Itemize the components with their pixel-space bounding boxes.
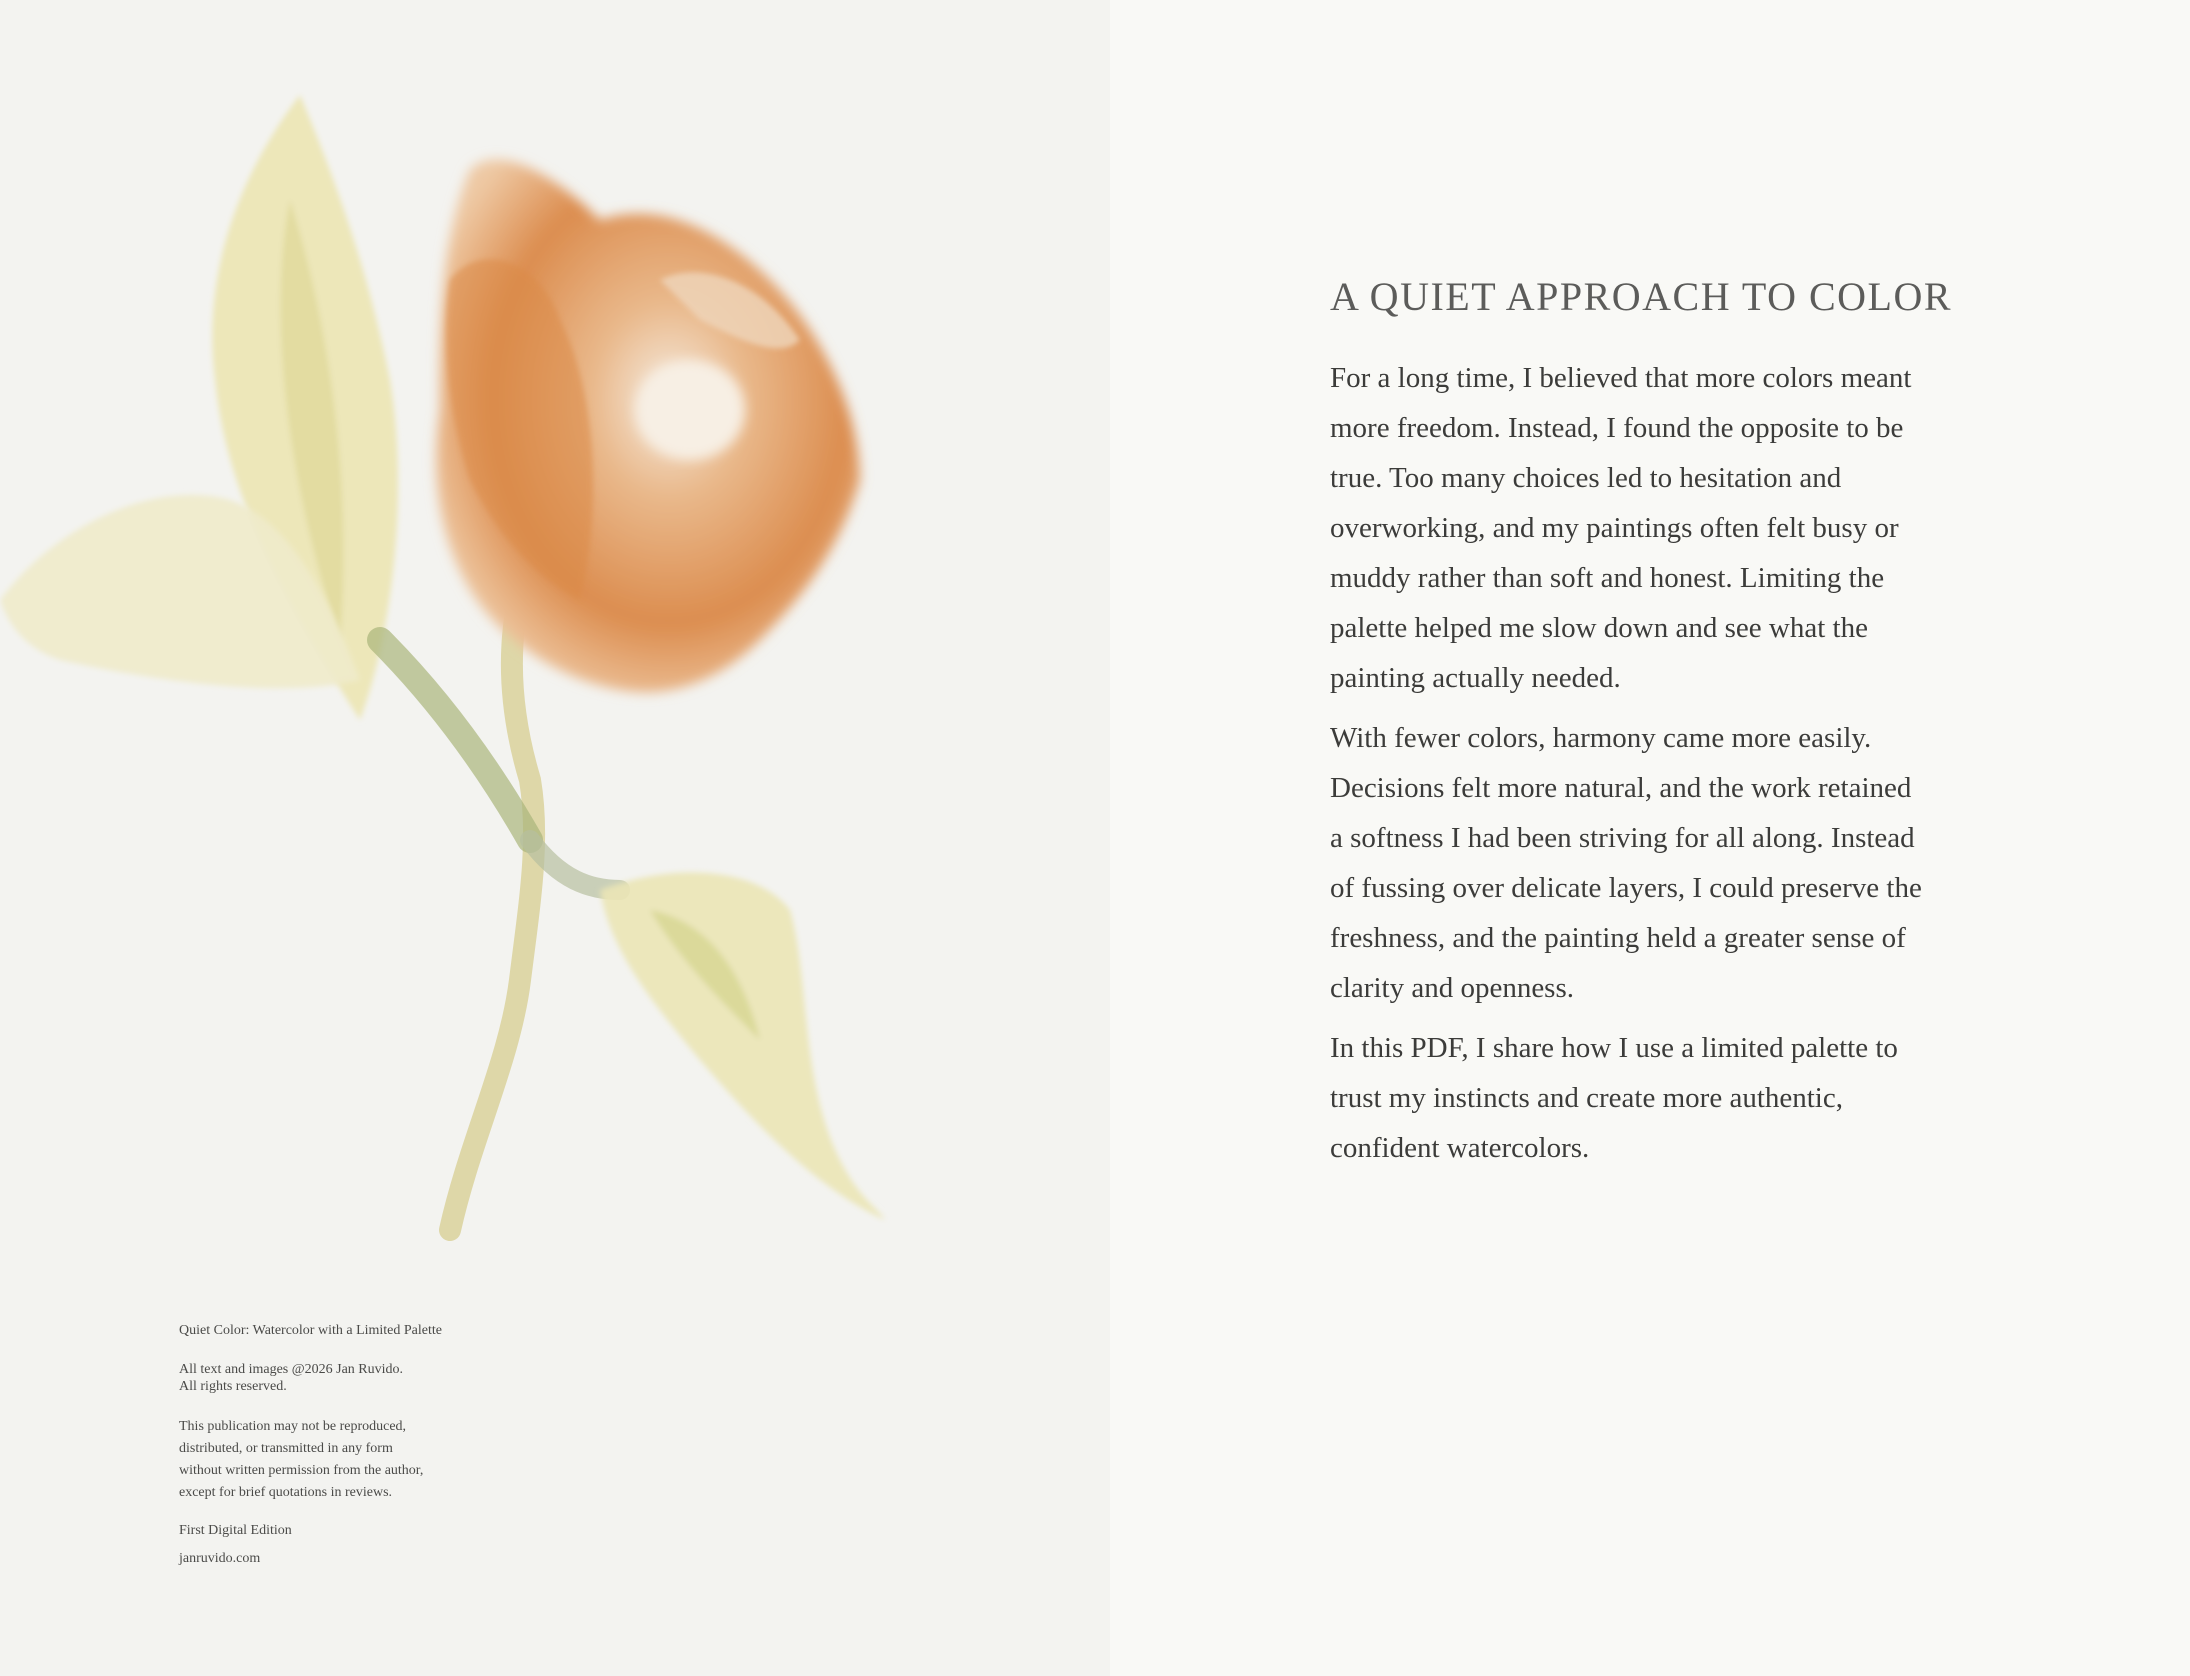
colophon [179,1322,442,1568]
text-line: palette helped me slow down and see what the [1330,612,1868,644]
text-line: a softness I had been striving for all along. Instead [1330,822,1915,854]
notice-line: without written permission from the author, [179,1463,424,1478]
text-line: confident watercolors. [1330,1132,1590,1164]
body-text [1330,353,1922,1183]
copyright-line: All rights reserved. [179,1379,287,1394]
text-line: freshness, and the painting held a greater sense of [1330,922,1906,954]
text-line: more freedom. Instead, I found the opposite to be [1330,412,1904,444]
copyright-notice [179,1361,442,1395]
copyright-line: All text and images @2026 Jan Ruvido. [179,1362,404,1377]
edition: First Digital Edition [179,1523,292,1538]
leaf-lower [600,873,885,1220]
text-line: clarity and openness. [1330,972,1575,1004]
text-line: Decisions felt more natural, and the work retained [1330,772,1912,804]
reproduction-notice [179,1416,442,1504]
book-title: Quiet Color: Watercolor with a Limited Palette [179,1323,442,1338]
text-line: of fussing over delicate layers, I could preserve the [1330,872,1922,904]
paragraph-1 [1330,353,1922,703]
notice-line: except for brief quotations in reviews. [179,1485,393,1500]
watercolor-flower-illustration [0,80,900,1260]
text-line: With fewer colors, harmony came more easily. [1330,722,1872,754]
text-line: For a long time, I believed that more colors meant [1330,362,1912,394]
paragraph-3 [1330,1023,1922,1173]
flower-head [436,160,860,693]
text-line: muddy rather than soft and honest. Limiting the [1330,562,1885,594]
paragraph-2 [1330,713,1922,1013]
text-line: trust my instincts and create more authentic, [1330,1082,1843,1114]
text-line: overworking, and my paintings often felt busy or [1330,512,1899,544]
page-heading: A QUIET APPROACH TO COLOR [1330,273,1953,319]
notice-line: distributed, or transmitted in any form [179,1441,393,1456]
text-line: true. Too many choices led to hesitation and [1330,462,1842,494]
website-link[interactable]: janruvido.com [179,1551,261,1566]
text-line: painting actually needed. [1330,662,1621,694]
notice-line: This publication may not be reproduced, [179,1419,407,1434]
text-line: In this PDF, I share how I use a limited palette to [1330,1032,1898,1064]
